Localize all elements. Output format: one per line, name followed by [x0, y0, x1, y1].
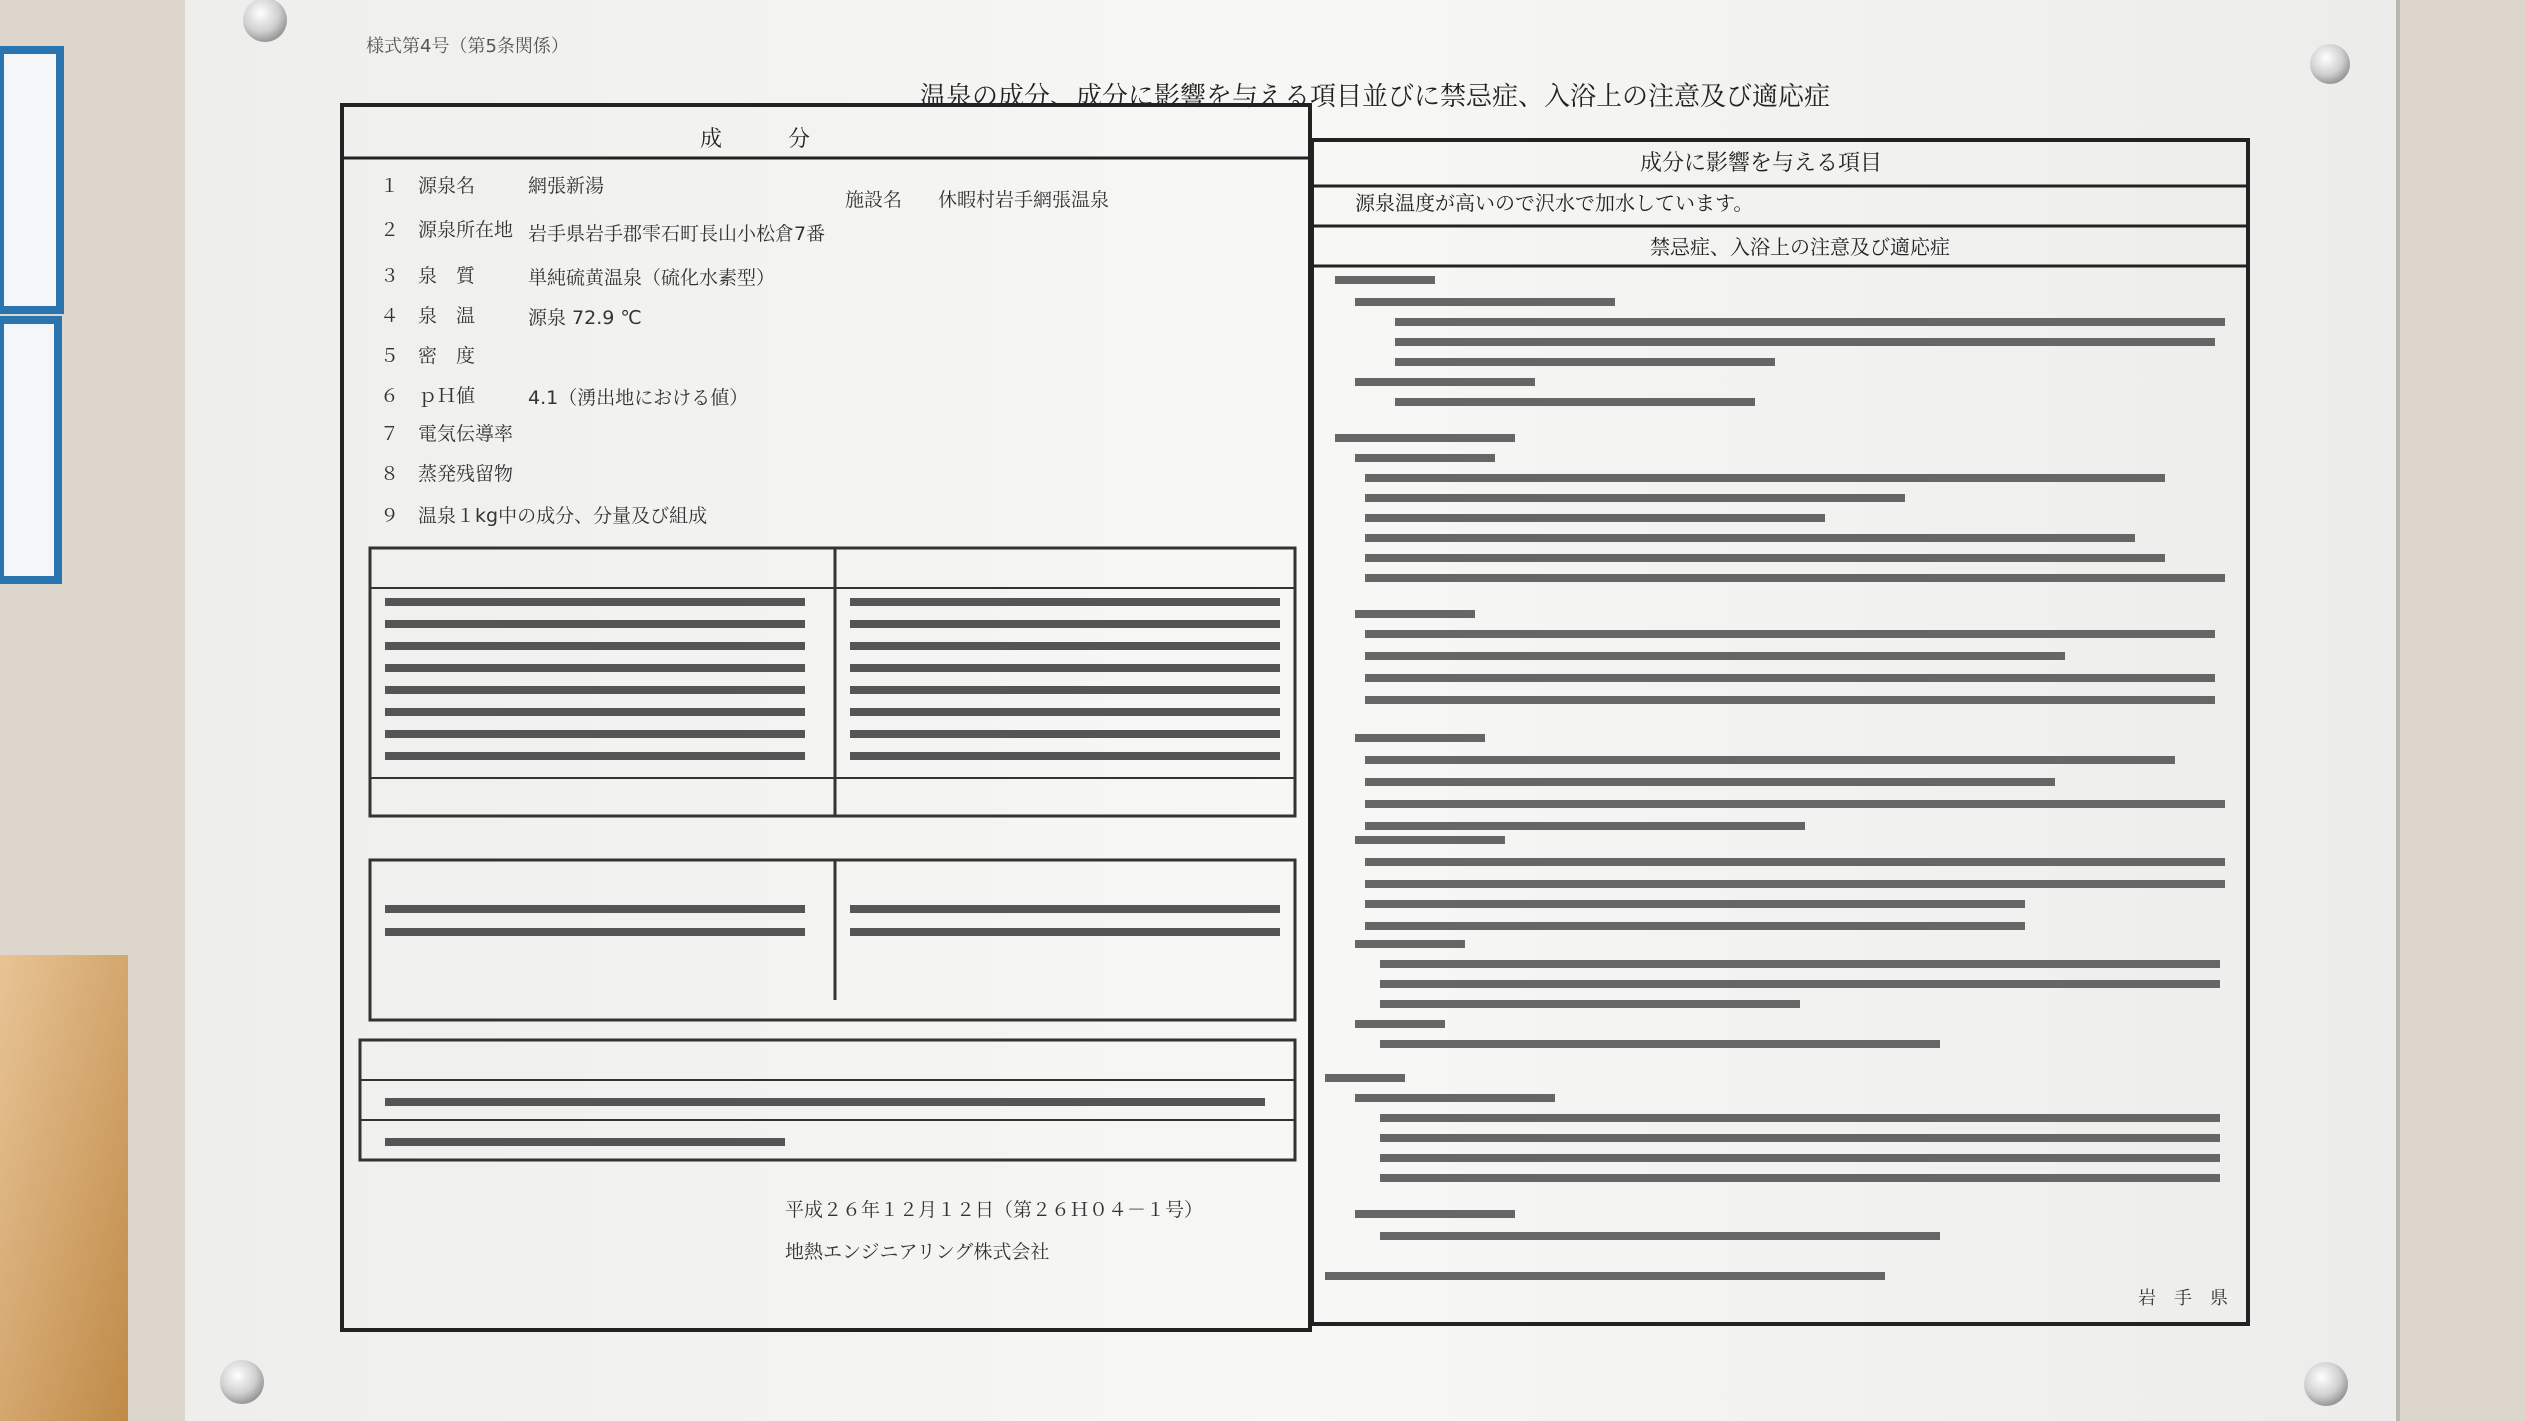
svg-text:８ 蒸発残留物: ８ 蒸発残留物: [380, 463, 514, 485]
right-sub-header: 禁忌症、入浴上の注意及び適応症: [1650, 235, 1950, 259]
svg-text:３ 泉 質: ３ 泉 質: [380, 265, 476, 287]
temperature: 源泉 72.9 ℃: [528, 307, 642, 329]
ph-value: 4.1（湧出地における値）: [528, 387, 749, 409]
screw-bottom-right: [2304, 1362, 2348, 1406]
left-notice-2: [0, 320, 58, 580]
svg-text:５ 密 度: ５ 密 度: [380, 345, 476, 367]
svg-text:７ 電気伝導率: ７ 電気伝導率: [380, 423, 514, 445]
analyzer-name: 地熱エンジニアリング株式会社: [785, 1241, 1050, 1263]
left-notice-1: [0, 50, 60, 310]
svg-text:施設名: 施設名: [845, 189, 903, 211]
analysis-date: 平成２６年１２月１２日（第２６Ｈ０４－１号）: [785, 1199, 1204, 1221]
screw-top-left: [243, 0, 287, 42]
panel-title: 温泉の成分、成分に影響を与える項目並びに禁忌症、入浴上の注意及び適応症: [920, 82, 1831, 112]
quality: 単純硫黄温泉（硫化水素型）: [528, 267, 776, 289]
left-header: 成 分: [700, 127, 811, 152]
svg-text:６ ｐＨ値: ６ ｐＨ値: [380, 385, 476, 407]
right-header: 成分に影響を与える項目: [1640, 151, 1883, 176]
facility-name: 休暇村岩手網張温泉: [938, 189, 1110, 211]
prefecture-signature: 岩 手 県: [2138, 1288, 2228, 1309]
svg-text:４ 泉 温: ４ 泉 温: [380, 305, 476, 327]
water-note: 源泉温度が高いので沢水で加水しています。: [1355, 191, 1754, 215]
source-name: 網張新湯: [528, 175, 605, 197]
svg-text:１ 源泉名: １ 源泉名: [380, 175, 476, 197]
svg-text:２ 源泉所在地: ２ 源泉所在地: [380, 219, 514, 241]
screw-bottom-left: [220, 1360, 264, 1404]
location: 岩手県岩手郡雫石町長山小松倉7番: [528, 223, 826, 245]
form-number: 様式第4号（第5条関係）: [366, 36, 569, 57]
svg-text:９ 温泉１kg中の成分、分量及び組成: ９ 温泉１kg中の成分、分量及び組成: [380, 505, 708, 527]
screw-top-right: [2310, 44, 2350, 84]
